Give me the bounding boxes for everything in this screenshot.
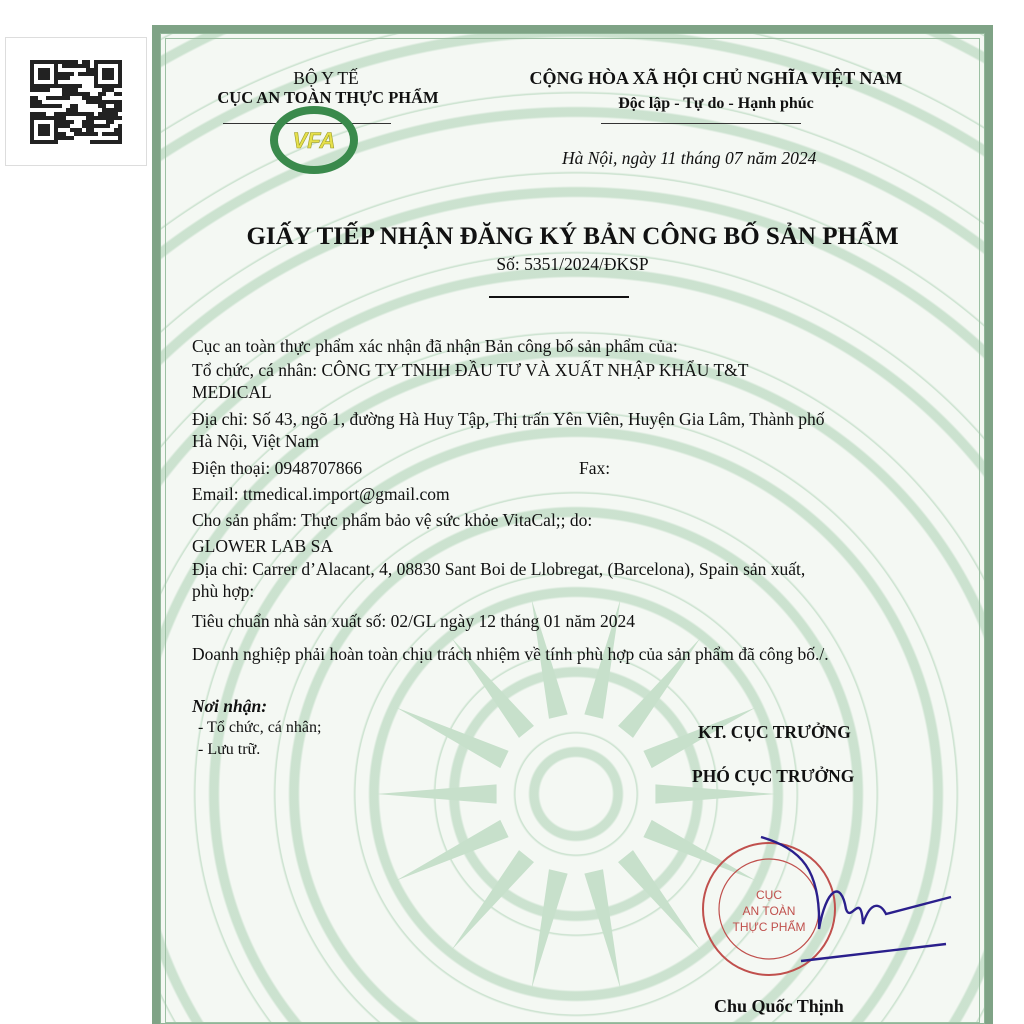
divider: [601, 123, 801, 124]
drum-ray: [584, 869, 620, 989]
issue-date: Hà Nội, ngày 11 tháng 07 năm 2024: [562, 148, 817, 168]
qr-code: [5, 37, 147, 166]
svg-text:AN TOÀN: AN TOÀN: [742, 904, 796, 918]
country-name: CỘNG HÒA XÃ HỘI CHỦ NGHĨA VIỆT NAM: [529, 68, 903, 88]
phone: Điện thoại: 0948707866: [192, 458, 363, 478]
official-stamp-and-signature: [701, 829, 961, 989]
manufacturer: GLOWER LAB SA: [192, 536, 333, 556]
drum-ray: [376, 784, 497, 803]
ministry-name: BỘ Y TẾ: [293, 68, 359, 88]
agency-name: CỤC AN TOÀN THỰC PHẨM: [217, 88, 439, 107]
signer-role: KT. CỤC TRƯỞNG: [698, 722, 851, 742]
recipients-heading: Nơi nhận:: [192, 696, 268, 716]
drum-ray: [655, 784, 776, 803]
address-line: Địa chỉ: Số 43, ngõ 1, đường Hà Huy Tập, Thị trấn Yên Viên, Huyện Gia Lâm, Thành phố: [192, 409, 825, 429]
organization-line: Tổ chức, cá nhân: CÔNG TY TNHH ĐẦU TƯ VÀ XUẤT NHẬP KHẨU T&T: [192, 360, 749, 380]
fax: Fax:: [579, 458, 611, 478]
standard: Tiêu chuẩn nhà sản xuất số: 02/GL ngày 12 tháng 01 năm 2024: [192, 611, 635, 631]
recipient-item: - Lưu trữ.: [198, 741, 261, 758]
drum-pattern-background: [160, 33, 985, 1024]
svg-text:VFA: VFA: [292, 128, 336, 153]
svg-text:THỰC PHẨM: THỰC PHẨM: [732, 920, 806, 934]
drum-ray: [396, 707, 509, 768]
signer-name: Chu Quốc Thịnh: [714, 996, 844, 1016]
intro-text: Cục an toàn thực phẩm xác nhận đã nhận Bản công bố sản phẩm của:: [192, 336, 678, 356]
responsibility: Doanh nghiệp phải hoàn toàn chịu trách nhiệm về tính phù hợp của sản phẩm đã công bố./.: [192, 644, 829, 664]
document-title: GIẤY TIẾP NHẬN ĐĂNG KÝ BẢN CÔNG BỐ SẢN PHẨM: [246, 223, 899, 250]
divider: [489, 296, 629, 298]
address-line: Hà Nội, Việt Nam: [192, 431, 319, 451]
drum-ray: [451, 850, 534, 950]
certificate-document: [152, 25, 993, 1024]
drum-ray: [531, 869, 567, 989]
recipient-item: - Tổ chức, cá nhân;: [198, 719, 322, 736]
email: Email: ttmedical.import@gmail.com: [192, 484, 450, 504]
drum-ray: [618, 850, 701, 950]
organization-line: MEDICAL: [192, 382, 272, 402]
motto: Độc lập - Tự do - Hạnh phúc: [618, 95, 814, 112]
vfa-logo: [266, 104, 362, 176]
svg-text:CỤC: CỤC: [756, 888, 782, 902]
manufacturer-address: phù hợp:: [192, 581, 255, 601]
product: Cho sản phẩm: Thực phẩm bảo vệ sức khỏe VitaCal;; do:: [192, 510, 593, 530]
document-number: Số: 5351/2024/ĐKSP: [496, 254, 649, 274]
signer-role: PHÓ CỤC TRƯỞNG: [692, 766, 855, 786]
drum-ray: [396, 820, 509, 881]
manufacturer-address: Địa chỉ: Carrer d’Alacant, 4, 08830 Sant Boi de Llobregat, (Barcelona), Spain sản xuất,: [192, 559, 806, 579]
